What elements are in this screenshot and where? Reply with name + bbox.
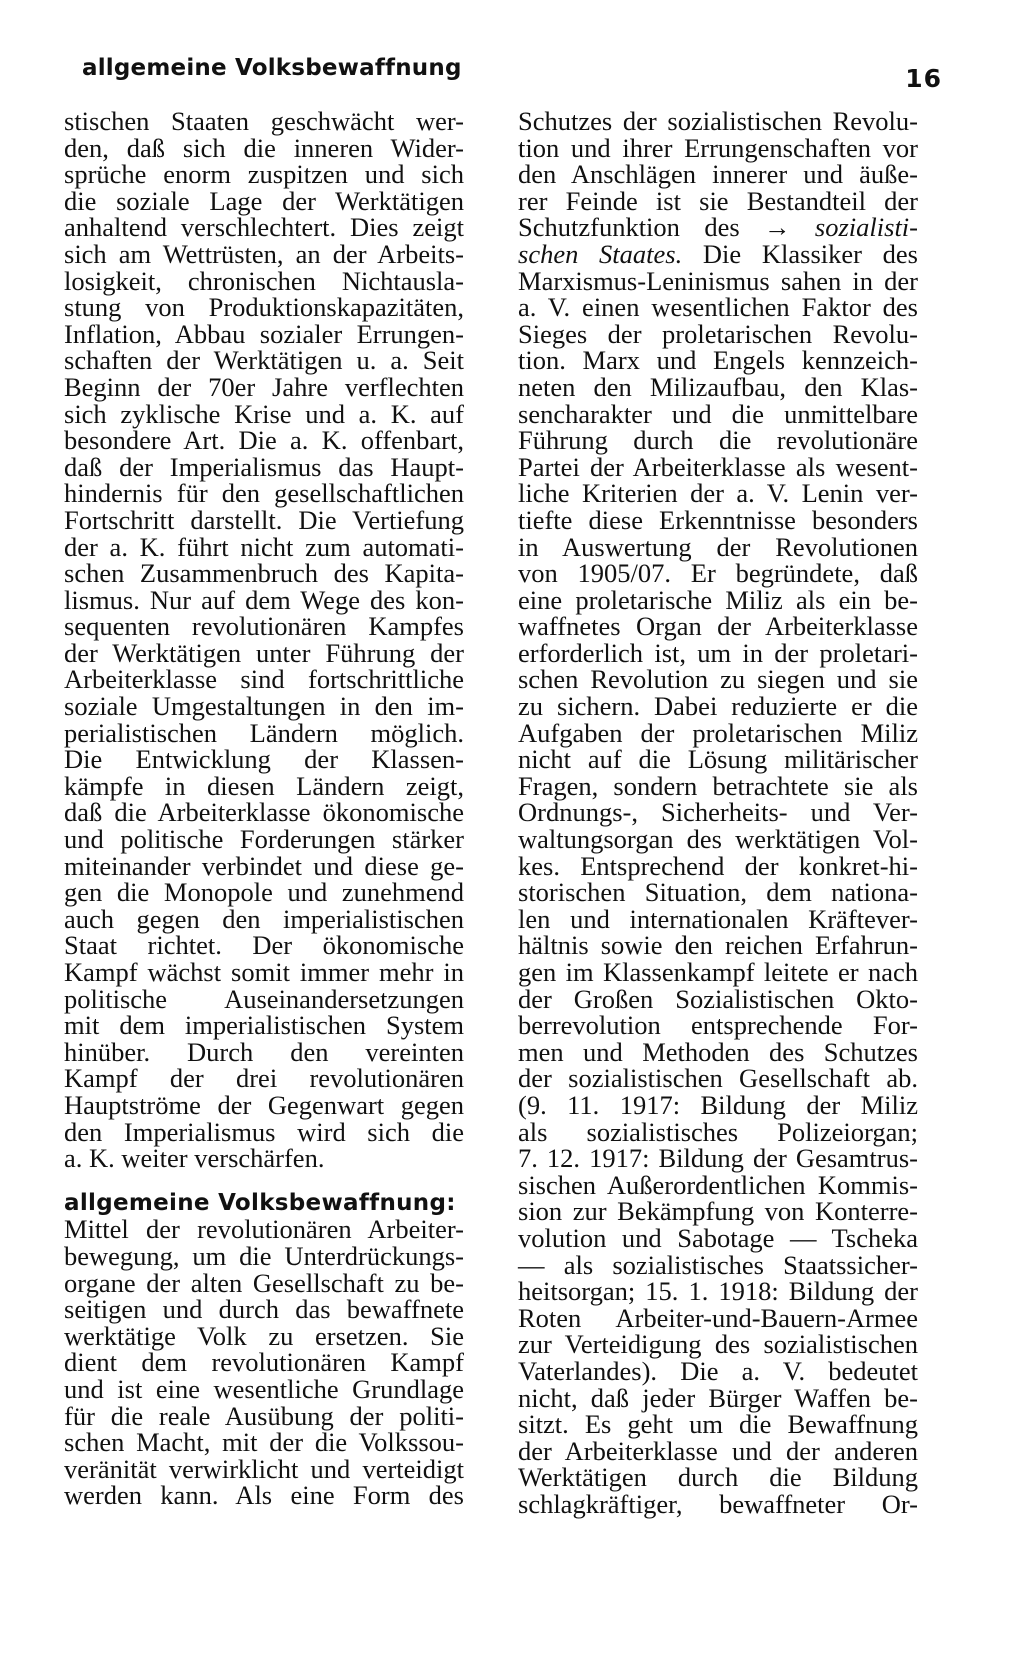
text-line: neten den Milizaufbau, den Klas- <box>518 371 918 402</box>
text-line: Kampf der drei revolutionären <box>64 1063 464 1094</box>
text-line: der a. K. führt nicht zum automati- <box>64 531 464 562</box>
text-line: besondere Art. Die a. K. offenbart, <box>64 425 464 456</box>
text-line: waltungsorgan des werktätigen Vol- <box>518 824 918 855</box>
text-line: Staat richtet. Der ökonomische <box>64 930 464 961</box>
text-line: tiefte diese Erkenntnisse besonders <box>518 504 918 535</box>
continuation-text <box>64 108 464 1172</box>
text-line: mit dem imperialistischen System <box>64 1010 464 1041</box>
text-line: zu sichern. Dabei reduzierte er die <box>518 691 918 722</box>
text-line: schlagkräftiger, bewaffneter Or- <box>518 1488 918 1519</box>
text-line: sprüche enorm zuspitzen und sich <box>64 159 464 190</box>
text-line: in Auswertung der Revolutionen <box>518 531 918 562</box>
text-line: den Imperialismus wird sich die <box>64 1116 464 1147</box>
text-line: sich zyklische Krise und a. K. auf <box>64 398 464 429</box>
text-line: erforderlich ist, um in der proletari- <box>518 637 918 668</box>
reference-lead-text: Schutzfunktion des <box>518 212 740 243</box>
text-line: sencharakter und die unmittelbare <box>518 398 918 429</box>
text-line: eine proletarische Miliz als ein be- <box>518 584 918 615</box>
text-line: Roten Arbeiter-und-Bauern-Armee <box>518 1302 918 1333</box>
text-line: stischen Staaten geschwächt wer- <box>64 106 464 136</box>
text-line: tion. Marx und Engels kennzeich- <box>518 345 918 376</box>
reference-trail-text: Die Klassiker des <box>702 238 918 269</box>
text-line: gen im Klassenkampf leitete er nach <box>518 957 918 987</box>
text-line: dient dem revolutionären Kampf <box>64 1347 464 1378</box>
text-line: Arbeiterklasse sind fortschrittliche <box>64 664 464 695</box>
text-line: Kampf wächst somit immer mehr in <box>64 957 464 987</box>
text-line: hindernis für den gesellschaftlichen <box>64 478 464 509</box>
text-line: politische Auseinandersetzungen <box>64 983 464 1014</box>
text-line: sitzt. Es geht um die Bewaffnung <box>518 1409 918 1440</box>
text-line: tion und ihrer Errungenschaften vor <box>518 132 918 163</box>
text-line: berrevolution entsprechende For- <box>518 1010 918 1041</box>
text-line: heitsorgan; 15. 1. 1918: Bildung der <box>518 1276 918 1307</box>
text-line: sion zur Bekämpfung von Konterre- <box>518 1196 918 1227</box>
text-line: Schutzes der sozialistischen Revolu- <box>518 106 918 136</box>
text-line: anhaltend verschlechtert. Dies zeigt <box>64 212 464 243</box>
text-line: Vaterlandes). Die a. V. bedeutet <box>518 1355 918 1386</box>
text-line: schen Revolution zu siegen und sie <box>518 664 918 695</box>
text-line: kämpfe in diesen Ländern zeigt, <box>64 770 464 801</box>
running-head: allgemeine Volksbewaffnung <box>82 55 462 81</box>
text-line: der Großen Sozialistischen Okto- <box>518 983 918 1014</box>
text-line: organe der alten Gesellschaft zu be- <box>64 1267 464 1298</box>
text-line: hinüber. Durch den vereinten <box>64 1036 464 1067</box>
text-line: Hauptströme der Gegenwart gegen <box>64 1089 464 1120</box>
text-line: 7. 12. 1917: Bildung der Gesamtrus- <box>518 1143 918 1174</box>
text-line: der Werktätigen unter Führung der <box>64 637 464 668</box>
text-line: werden kann. Als eine Form des <box>64 1480 464 1511</box>
text-line: men und Methoden des Schutzes <box>518 1036 918 1067</box>
text-line: kes. Entsprechend der konkret-hi- <box>518 850 918 881</box>
text-line: Mittel der revolutionären Arbeiter- <box>64 1214 464 1245</box>
text-line: schaften der Werktätigen u. a. Seit <box>64 345 464 376</box>
text-line: bewegung, um die Unterdrückungs- <box>64 1240 464 1271</box>
text-line: Sieges der proletarischen Revolu- <box>518 318 918 349</box>
text-line: sischen Außerordentlichen Kommis- <box>518 1169 918 1200</box>
text-line: auch gegen den imperialistischen <box>64 903 464 934</box>
text-line: der Arbeiterklasse und der anderen <box>518 1435 918 1466</box>
text-line: waffnetes Organ der Arbeiterklasse <box>518 611 918 642</box>
right-column <box>518 108 918 1517</box>
text-line: für die reale Ausübung der politi- <box>64 1400 464 1431</box>
text-line: Beginn der 70er Jahre verflechten <box>64 371 464 402</box>
text-line: — als sozialistisches Staatssicher- <box>518 1249 918 1280</box>
text-line: und ist eine wesentliche Grundlage <box>64 1373 464 1404</box>
text-line: der sozialistischen Gesellschaft ab. <box>518 1063 918 1094</box>
cross-reference-line <box>518 238 918 269</box>
text-line: schen Zusammenbruch des Kapita- <box>64 558 464 589</box>
text-line: losigkeit, chronischen Nichtausla- <box>64 265 464 296</box>
text-line: lismus. Nur auf dem Wege des kon- <box>64 584 464 615</box>
text-line: daß die Arbeiterklasse ökonomische <box>64 797 464 828</box>
text-line: Werktätigen durch die Bildung <box>518 1462 918 1493</box>
text-line: Inflation, Abbau sozialer Errungen- <box>64 318 464 349</box>
entry-heading: allgemeine Volksbewaffnung: <box>64 1189 456 1216</box>
text-line: len und internationalen Kräftever- <box>518 903 918 934</box>
text-line: a. V. einen wesentlichen Faktor des <box>518 292 918 323</box>
text-line: Führung durch die revolutionäre <box>518 425 918 456</box>
text-line: zur Verteidigung des sozialistischen <box>518 1329 918 1360</box>
text-line: den Anschlägen innerer und äuße- <box>518 159 918 190</box>
left-column <box>64 108 464 1509</box>
text-line: Partei der Arbeiterklasse als wesent- <box>518 451 918 482</box>
entry-text <box>64 1216 464 1509</box>
entry-spacer <box>64 1172 464 1190</box>
text-line: gen die Monopole und zunehmend <box>64 877 464 908</box>
text-line: miteinander verbindet und diese ge- <box>64 850 464 881</box>
text-line: schen Macht, mit der die Volkssou- <box>64 1427 464 1458</box>
text-line: Fortschritt darstellt. Die Vertiefung <box>64 504 464 535</box>
text-line: veränität verwirklicht und verteidigt <box>64 1453 464 1484</box>
page-number: 16 <box>905 64 942 93</box>
text-line: a. K. weiter verschärfen. <box>64 1143 325 1174</box>
text-line: stung von Produktionskapazitäten, <box>64 292 464 323</box>
arrow-right-icon: → <box>764 212 791 243</box>
cross-reference-line <box>518 214 918 241</box>
text-line: den, daß sich die inneren Wider- <box>64 132 464 163</box>
text-line: als sozialistisches Polizeiorgan; <box>518 1116 918 1147</box>
text-line: Marxismus-Leninismus sahen in der <box>518 265 918 296</box>
text-line: und politische Forderungen stärker <box>64 824 464 855</box>
cross-reference-term[interactable]: sozialisti- <box>814 212 918 243</box>
text-line: rer Feinde ist sie Bestandteil der <box>518 185 918 216</box>
text-line: storischen Situation, dem nationa- <box>518 877 918 908</box>
cross-reference-term[interactable]: schen Staates. <box>518 238 683 269</box>
text-line: seitigen und durch das bewaffnete <box>64 1294 464 1325</box>
text-line: Fragen, sondern betrachtete sie als <box>518 770 918 801</box>
text-line: (9. 11. 1917: Bildung der Miliz <box>518 1089 918 1120</box>
text-line: die soziale Lage der Werktätigen <box>64 185 464 216</box>
text-line: liche Kriterien der a. V. Lenin ver- <box>518 478 918 509</box>
text-line: sich am Wettrüsten, an der Arbeits- <box>64 238 464 269</box>
text-line: sequenten revolutionären Kampfes <box>64 611 464 642</box>
text-line: hältnis sowie den reichen Erfahrun- <box>518 930 918 961</box>
text-line: Die Entwicklung der Klassen- <box>64 744 464 775</box>
text-line: volution und Sabotage — Tscheka <box>518 1222 918 1253</box>
text-line: perialistischen Ländern möglich. <box>64 717 464 748</box>
text-line: Ordnungs-, Sicherheits- und Ver- <box>518 797 918 828</box>
text-line: nicht auf die Lösung militärischer <box>518 744 918 775</box>
text-line: werktätige Volk zu ersetzen. Sie <box>64 1320 464 1351</box>
text-line: nicht, daß jeder Bürger Waffen be- <box>518 1382 918 1413</box>
text-line: von 1905/07. Er begründete, daß <box>518 558 918 589</box>
text-line: daß der Imperialismus das Haupt- <box>64 451 464 482</box>
text-line: soziale Umgestaltungen in den im- <box>64 691 464 722</box>
text-line: Aufgaben der proletarischen Miliz <box>518 717 918 748</box>
